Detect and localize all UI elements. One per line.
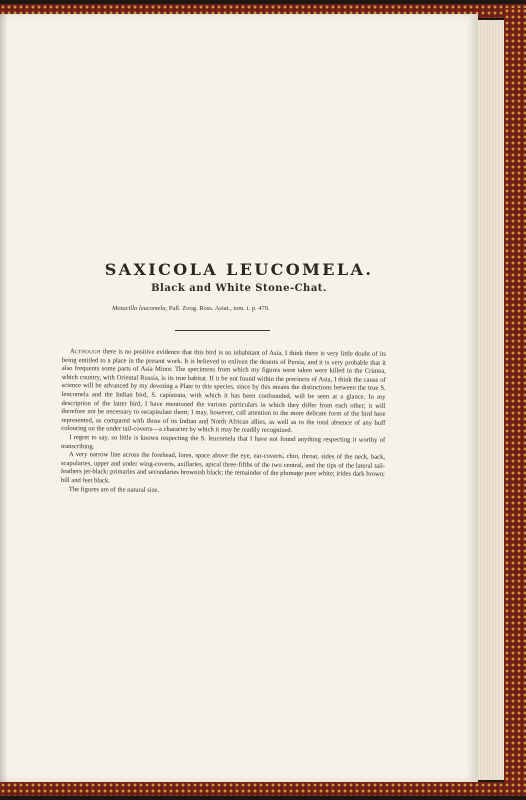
- page-gutter-shadow: [0, 14, 8, 782]
- divider-rule: [175, 330, 270, 331]
- body-text: [61, 348, 386, 497]
- synonym-reference: [112, 305, 270, 312]
- paragraph-lead: Although: [69, 348, 101, 356]
- paragraph-4: The figures are of the natural size.: [68, 485, 160, 494]
- paragraph-1: [61, 348, 386, 437]
- paragraph-2: I regret to say, so little is known respecting the S. leucomela that I have not found anything respecting it worthy of transcribing.: [61, 434, 386, 450]
- binding-border-right: [504, 8, 526, 792]
- paragraph-3: A very narrow line across the forehead, lores, space above the eye, ear-coverts, chin, throat, sides of the neck, back, scapularies, upper and under wing-coverts, axillaries, apical three-fifths of the two central, and the tips of the lateral tail-feathers jet-black; primaries and secondaries brownish black; the remainder of the plumage pure white; irides dark brown; bill and feet black.: [60, 451, 386, 485]
- binding-border-bottom: [0, 782, 526, 796]
- page-title: SAXICOLA LEUCOMELA.: [104, 260, 374, 279]
- synonym-citation: Pall. Zoog. Ross. Asiat., tom. i. p. 479.: [168, 305, 270, 312]
- synonym-name: Motacilla leucomela,: [112, 305, 168, 312]
- paragraph-text: there is no positive evidence that this bird is an inhabitant of Asia, I think there is very little doubt of its being entitled to a place in the present work. It is believed to enliven the deserts of Persia, and it is very probable that it also frequents some parts of Asia Minor. The specimens from which my figures were taken were killed in the Crimea, which country, with Oriental Russia, is its true habitat. If it be not found within the precincts of Asia, I think the cause of science will be advanced by my devoting a Plate to this species, since by this means the distinctions between the true S. leucomela and the Indian bird, S. capistrata, with which it has been confounded, will be seen at a glance. In my description of the latter bird, I have mentioned the various particulars in which they differ from each other; it will therefore not be necessary to recapitulate them; I may, however, call attention to the more delicate form of the bird here represented, as compared with those of its Indian and North African allies, as well as to the total absence of any buff colouring on the under tail-coverts—a character by which it may be readily recognized.: [61, 348, 386, 435]
- page-subtitle: Black and White Stone-Chat.: [151, 283, 327, 294]
